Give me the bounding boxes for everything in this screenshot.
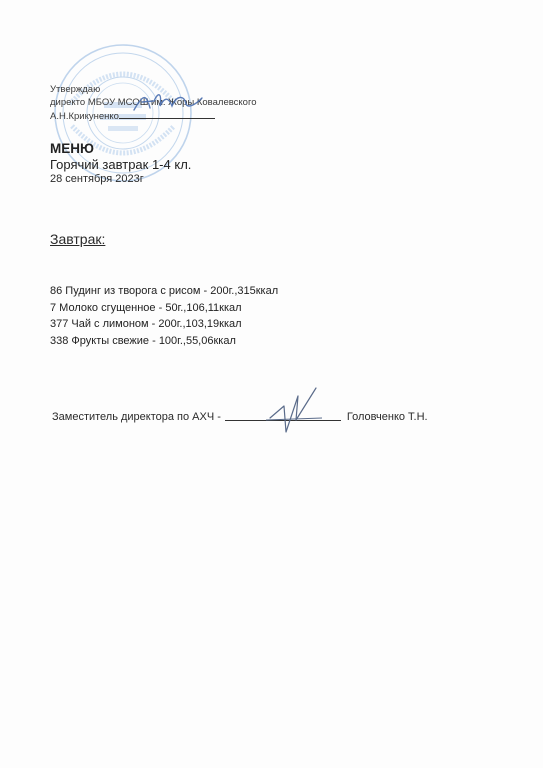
list-item: 338 Фрукты свежие - 100г.,55,06ккал xyxy=(50,334,236,347)
list-item: 86 Пудинг из творога с рисом - 200г.,315ккал xyxy=(50,285,279,297)
deputy-signature xyxy=(262,384,332,436)
director-name: А.Н.Крикуненко xyxy=(50,111,119,122)
menu-date: 28 сентября 2023г xyxy=(50,173,144,185)
approval-line-1: Утверждаю xyxy=(50,84,101,95)
section-breakfast-label: Завтрак: xyxy=(50,231,106,247)
footer-position: Заместитель директора по АХЧ - xyxy=(52,411,221,423)
approval-line-2: директо МБОУ МСОШ им. Жоры Ковалевского xyxy=(50,96,257,108)
list-item: 7 Молоко сгущенное - 50г.,106,11ккал xyxy=(50,301,242,314)
menu-subtitle: Горячий завтрак 1-4 кл. xyxy=(50,157,192,172)
menu-items-list xyxy=(50,283,278,349)
footer-signature-block xyxy=(52,408,428,423)
list-item: 377 Чай с лимоном - 200г.,103,19ккал xyxy=(50,318,242,330)
menu-title: МЕНЮ xyxy=(50,141,94,156)
director-signature xyxy=(128,86,208,116)
footer-name: Головченко Т.Н. xyxy=(346,411,428,423)
